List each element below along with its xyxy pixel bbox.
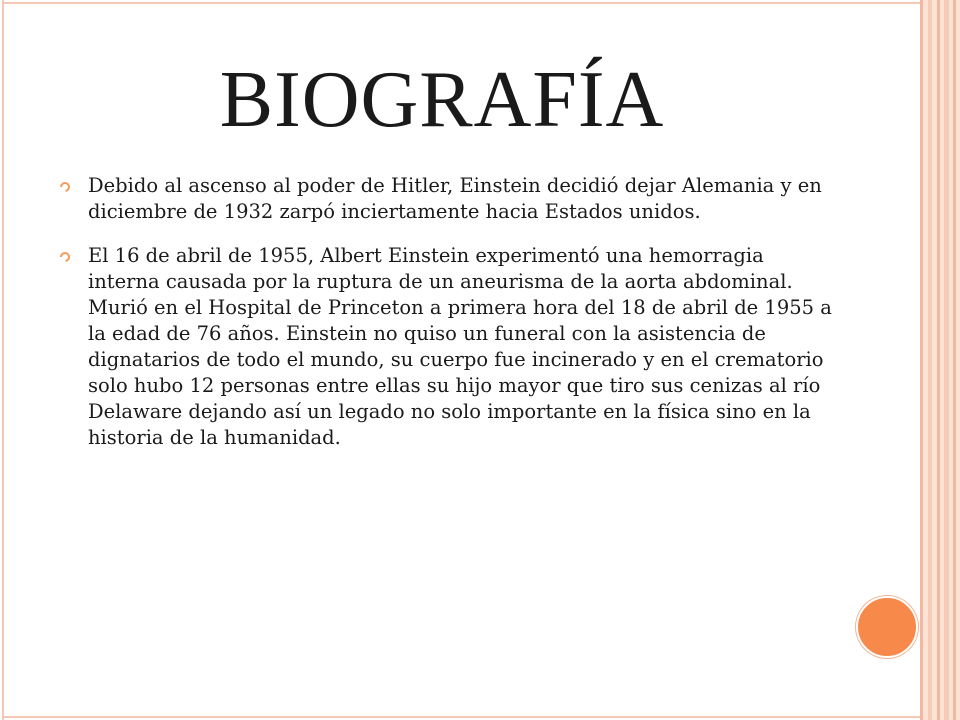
slide-title: BIOGRAFÍA [219, 56, 665, 144]
bullet-item [60, 243, 840, 451]
decorative-stripe [953, 0, 956, 720]
orange-bullet-icon [60, 252, 70, 262]
orange-bullet-icon [60, 182, 70, 192]
decorative-circle [856, 596, 918, 658]
decorative-stripe [920, 0, 923, 720]
bullet-text: Debido al ascenso al poder de Hitler, Einstein decidió dejar Alemania y en diciembre de 1932 zarpó inciertamente hacia Estados unidos. [88, 174, 822, 223]
bullet-item [60, 173, 840, 225]
decorative-stripe [937, 0, 940, 720]
bullet-list [60, 173, 840, 469]
bullet-text: El 16 de abril de 1955, Albert Einstein experimentó una hemorragia interna causada por la ruptura de un aneurisma de la aorta abdominal. Murió en el Hospital de Princeton a primera hora del 18 de abril de 1955 a la edad de 76 años. Einstein no quiso un funeral con la asistencia de dignatarios de todo el mundo, su cuerpo fue incinerado y en el crematorio solo hubo 12 personas entre ellas su hijo mayor que tiro sus cenizas al río Delaware dejando así un legado no solo importante en la física sino en la historia de la humanidad. [88, 244, 832, 449]
slide-top-border [2, 2, 922, 4]
decorative-stripe [944, 0, 949, 720]
decorative-stripe [928, 0, 932, 720]
slide-bottom-border [2, 716, 922, 718]
